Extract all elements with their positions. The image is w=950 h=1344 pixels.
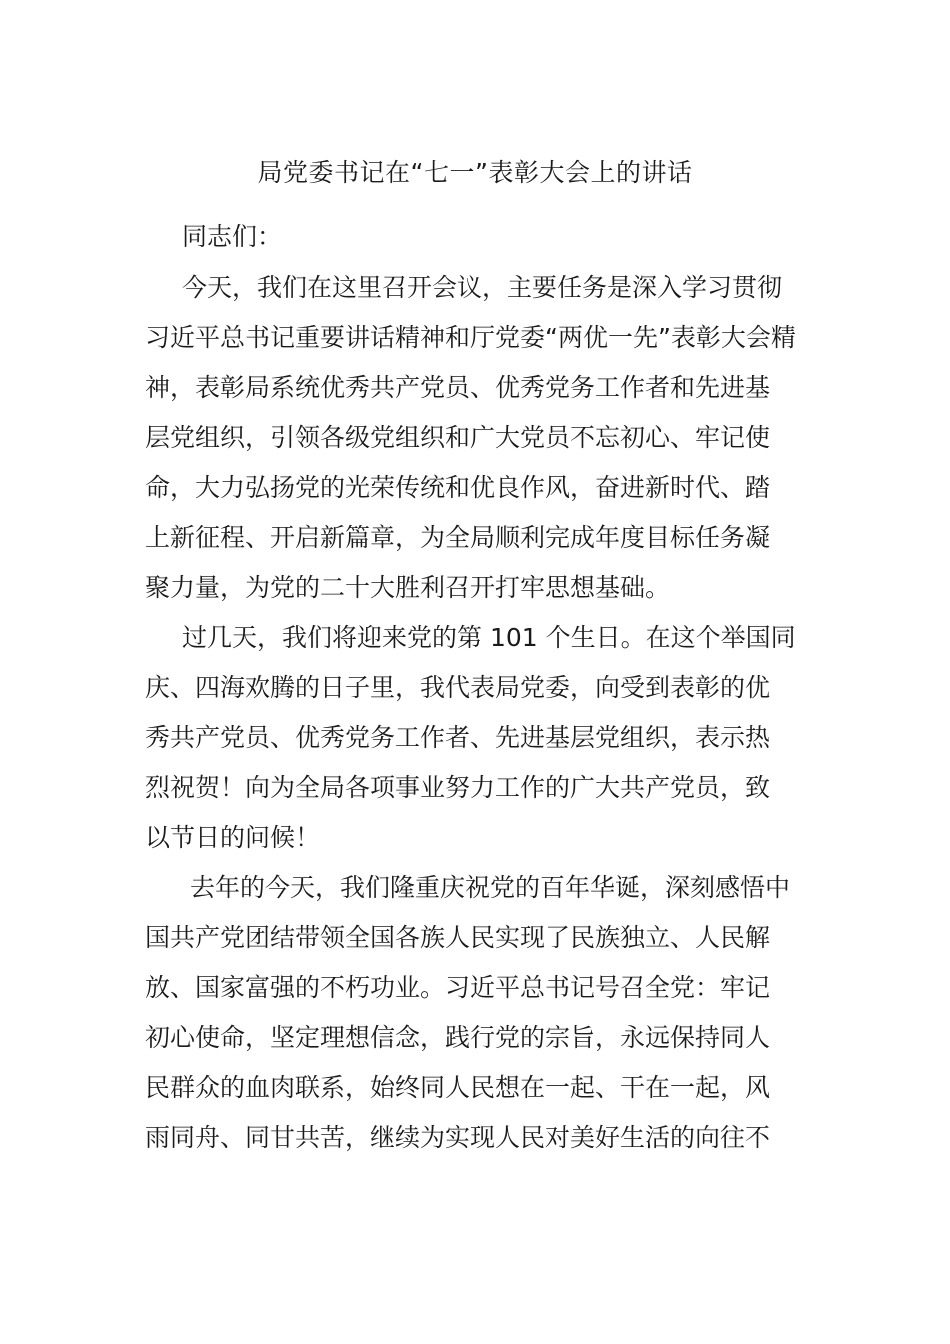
- paragraph-3: [145, 863, 805, 1163]
- paragraph-line: 国共产党团结带领全国各族人民实现了民族独立、人民解: [145, 923, 771, 952]
- document-title: 局党委书记在“七一”表彰大会上的讲话: [257, 158, 693, 187]
- paragraph-line: 烈祝贺！向为全局各项事业努力工作的广大共产党员，致: [145, 773, 771, 802]
- paragraph-line: 雨同舟、同甘共苦，继续为实现人民对美好生活的向往不: [145, 1123, 771, 1152]
- paragraph-line: 过几天，我们将迎来党的第 101 个生日。在这个举国同: [182, 623, 796, 652]
- paragraph-line: 去年的今天，我们隆重庆祝党的百年华诞，深刻感悟中: [190, 873, 791, 902]
- paragraph-line: 以节日的问候！: [145, 823, 321, 852]
- salutation: 同志们：: [182, 222, 283, 251]
- paragraph-line: 庆、四海欢腾的日子里，我代表局党委，向受到表彰的优: [145, 673, 771, 702]
- paragraph-line: 放、国家富强的不朽功业。习近平总书记号召全党：牢记: [145, 973, 771, 1002]
- paragraph-line: 习近平总书记重要讲话精神和厅党委“两优一先”表彰大会精: [145, 323, 796, 352]
- paragraph-line: 民群众的血肉联系，始终同人民想在一起、干在一起，风: [145, 1073, 771, 1102]
- paragraph-line: 上新征程、开启新篇章，为全局顺利完成年度目标任务凝: [145, 523, 771, 552]
- paragraph-line: 层党组织，引领各级党组织和广大党员不忘初心、牢记使: [145, 423, 771, 452]
- paragraph-line: 秀共产党员、优秀党务工作者、先进基层党组织，表示热: [145, 723, 771, 752]
- paragraph-1: [145, 263, 805, 613]
- paragraph-line: 命，大力弘扬党的光荣传统和优良作风，奋进新时代、踏: [145, 473, 771, 502]
- paragraph-line: 神，表彰局系统优秀共产党员、优秀党务工作者和先进基: [145, 373, 771, 402]
- paragraph-line: 聚力量，为党的二十大胜利召开打牢思想基础。: [145, 573, 671, 602]
- paragraph-line: 初心使命，坚定理想信念，践行党的宗旨，永远保持同人: [145, 1023, 771, 1052]
- paragraph-2: [145, 613, 805, 863]
- paragraph-line: 今天，我们在这里召开会议，主要任务是深入学习贯彻: [182, 273, 783, 302]
